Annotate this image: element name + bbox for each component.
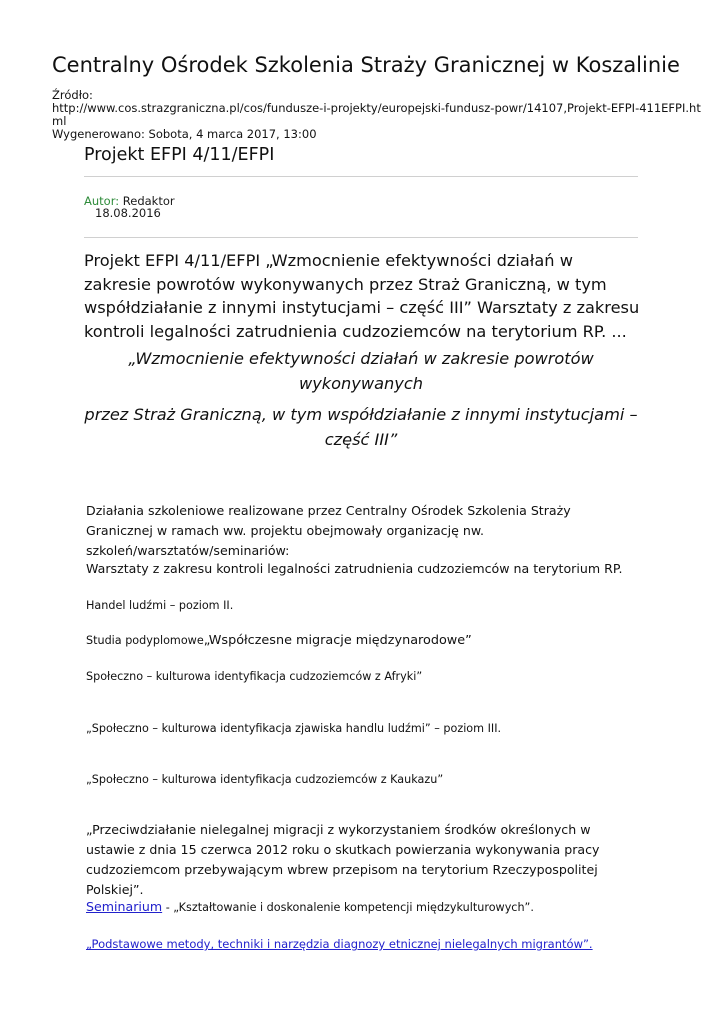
article-title: Projekt EFPI 4/11/EFPI [84, 145, 275, 165]
intro-paragraph: Działania szkoleniowe realizowane przez Centralny Ośrodek Szkolenia Straży Granicznej w ramach ww. projektu obejmowały organizację nw. szkoleń/warsztatów/seminariów: [86, 503, 571, 558]
source-label: Źródło: [52, 88, 93, 102]
item-diagnoza [86, 934, 641, 954]
meta-divider [84, 237, 638, 238]
item-afryka: Społeczno – kulturowa identyfikacja cudzoziemców z Afryki” [86, 670, 423, 683]
seminarium-title: - „Kształtowanie i doskonalenie kompetencji międzykulturowych”. [162, 901, 534, 914]
project-quote-2: przez Straż Graniczną, w tym współdziałanie z innymi instytucjami – część III” [84, 405, 638, 449]
item-handel-ludzmi: Handel ludźmi – poziom II. [86, 599, 234, 612]
source-url-line2: ml [52, 114, 67, 128]
project-quote-1: „Wzmocnienie efektywności działań w zakresie powrotów wykonywanych [128, 349, 594, 393]
title-divider [84, 176, 638, 177]
publish-date: 18.08.2016 [95, 206, 161, 220]
diagnoza-link[interactable]: „Podstawowe metody, techniki i narzędzia diagnozy etnicznej nielegalnych migrantów”. [86, 937, 593, 951]
item-studia-podyplomowe [86, 630, 641, 651]
item-warsztaty: Warsztaty z zakresu kontroli legalności zatrudnienia cudzoziemców na terytorium RP. [86, 561, 623, 576]
author-name: Redaktor [119, 194, 175, 208]
article-lead: Projekt EFPI 4/11/EFPI „Wzmocnienie efektywności działań w zakresie powrotów wykonywanych przez Straż Graniczną, w tym współdziałanie z innymi instytucjami – część III” Warsztaty z zakresu kontroli legalności zatrudnienia cudzoziemców na terytorium RP. ... [84, 251, 640, 341]
source-url-line1: http://www.cos.strazgraniczna.pl/cos/fundusze-i-projekty/europejski-fundusz-powr/14107,Projekt-EFPI-411EFPI.ht [52, 101, 701, 115]
author-label: Autor: [84, 194, 120, 208]
studia-prefix: Studia podyplomowe [86, 634, 204, 647]
source-meta [52, 88, 701, 141]
item-przeciwdzialanie: „Przeciwdziałanie nielegalnej migracji z wykorzystaniem środków określonych w ustawie z dnia 15 czerwca 2012 roku o skutkach powierzania wykonywania pracy cudzoziemcom przebywającym wbrew przepisom na terytorium Rzeczypospolitej Polskiej”. [86, 822, 600, 897]
studia-title: „Współczesne migracje międzynarodowe” [203, 633, 472, 648]
item-seminarium [86, 897, 641, 918]
item-handel-poziom-iii: „Społeczno – kulturowa identyfikacja zjawiska handlu ludźmi” – poziom III. [86, 722, 502, 735]
seminarium-link[interactable]: Seminarium [86, 899, 163, 914]
item-kaukaz: „Społeczno – kulturowa identyfikacja cudzoziemców z Kaukazu” [86, 773, 444, 786]
site-title: Centralny Ośrodek Szkolenia Straży Granicznej w Koszalinie [52, 53, 680, 77]
generated-timestamp: Wygenerowano: Sobota, 4 marca 2017, 13:00 [52, 127, 317, 141]
